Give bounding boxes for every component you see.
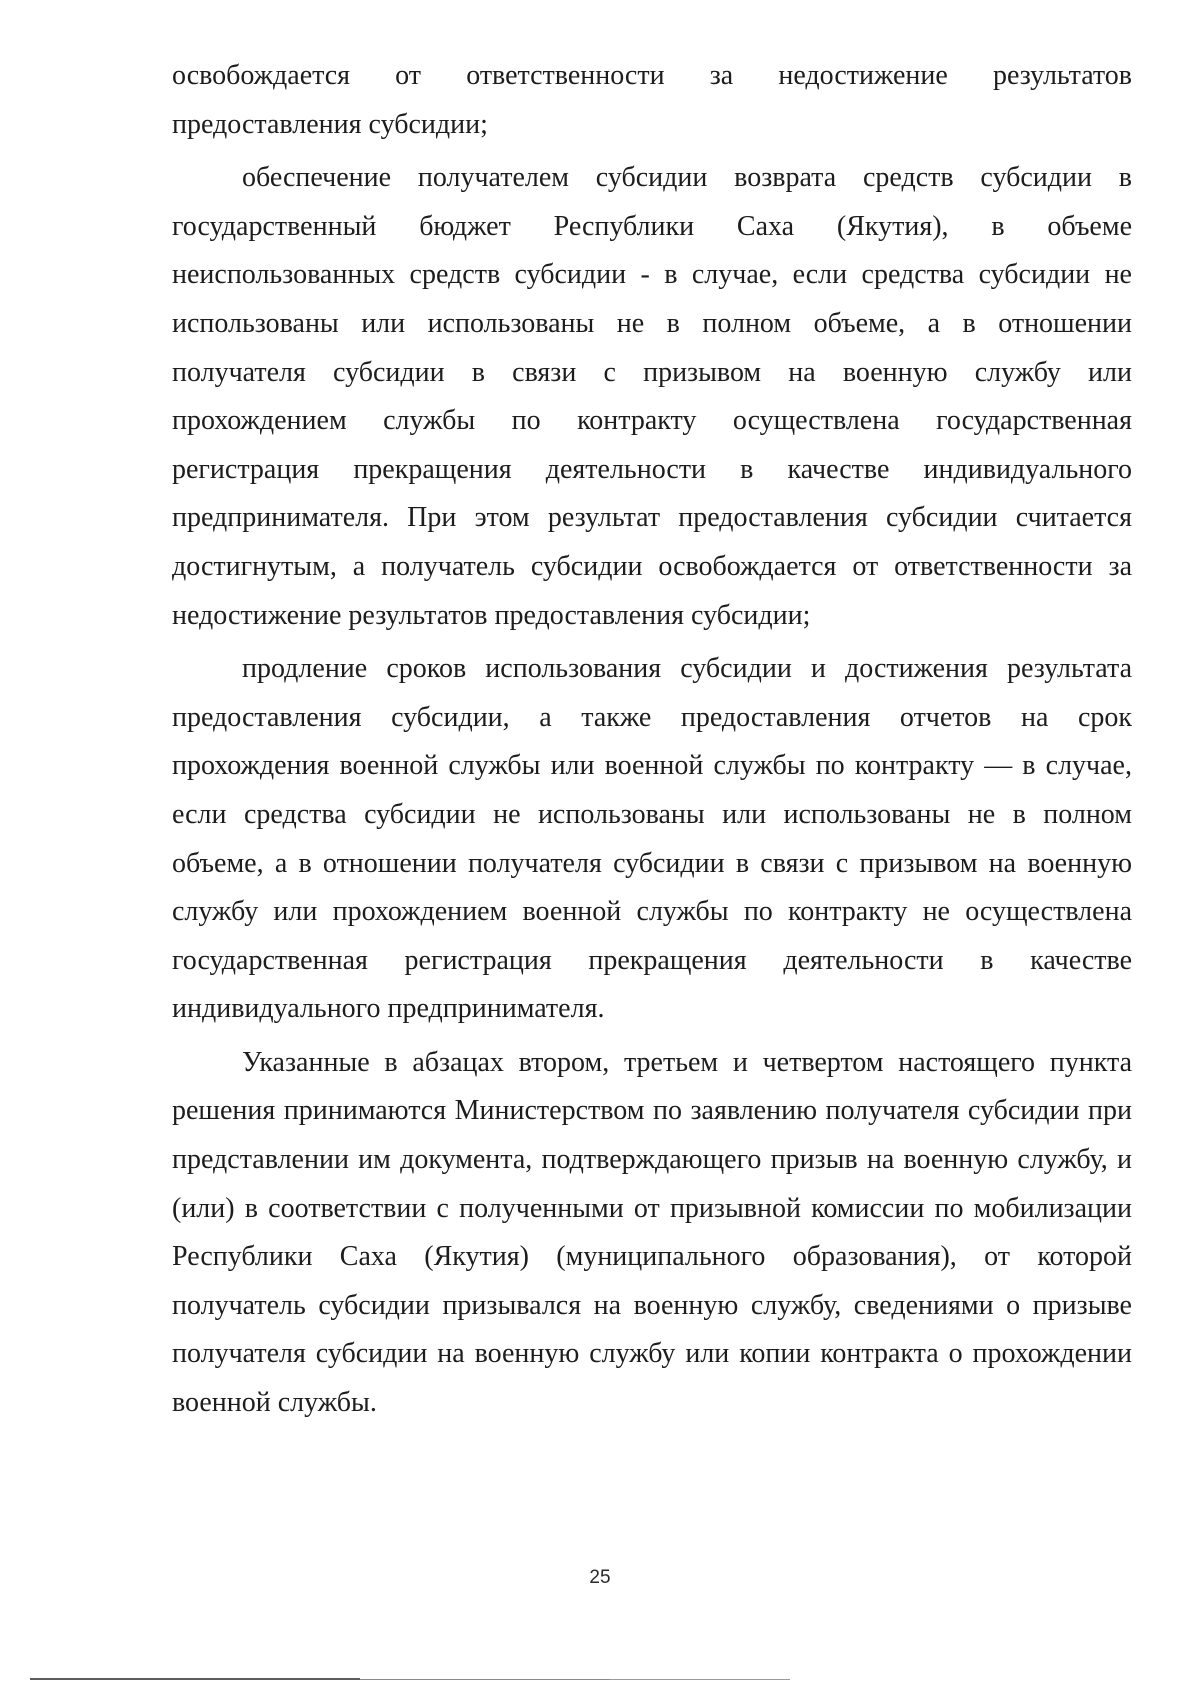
- paragraph-continuation: освобождается от ответственности за недостижение результатов предоставления субсидии;: [172, 60, 1132, 140]
- scan-edge-line: [610, 1679, 790, 1680]
- paragraph-decisions-by-ministry: Указанные в абзацах втором, третьем и четвертом настоящего пункта решения принимаются Министерством по заявлению получателя субсидии при представлении им документа, подтверждающего призыв на военную службу, и (или) в соответствии с полученными от призывной комиссии по мобилизации Республики Саха (Якутия) (муниципального образования), от которой получатель субсидии призывался на военную службу, сведениями о призыве получателя субсидии на военную службу или копии контракта о прохождении военной службы.: [172, 1046, 1132, 1419]
- scan-edge-line: [30, 1678, 360, 1680]
- scan-edge-line: [360, 1679, 610, 1680]
- paragraph-extension-of-terms: продление сроков использования субсидии и достижения результата предоставления субсидии, а также предоставления отчетов на срок прохождения военной службы или военной службы по контракту — в случае, если средства субсидии не использованы или использованы не в полном объеме, а в отношении получателя субсидии в связи с призывом на военную службу или прохождением военной службы по контракту не осуществлена государственная регистрация прекращения деятельности в качестве индивидуального предпринимателя.: [172, 653, 1132, 1025]
- paragraph-refund-of-subsidy: обеспечение получателем субсидии возврата средств субсидии в государственный бюджет Республики Саха (Якутия), в объеме неиспользованных средств субсидии - в случае, если средства субсидии не использованы или использованы не в полном объеме, а в отношении получателя субсидии в связи с призывом на военную службу или прохождением службы по контракту осуществлена государственная регистрация прекращения деятельности в качестве индивидуального предпринимателя. При этом результат предоставления субсидии считается достигнутым, а получатель субсидии освобождается от ответственности за недостижение результатов предоставления субсидии;: [172, 162, 1132, 631]
- page-number: 25: [589, 1567, 611, 1588]
- document-body: [172, 52, 1132, 1428]
